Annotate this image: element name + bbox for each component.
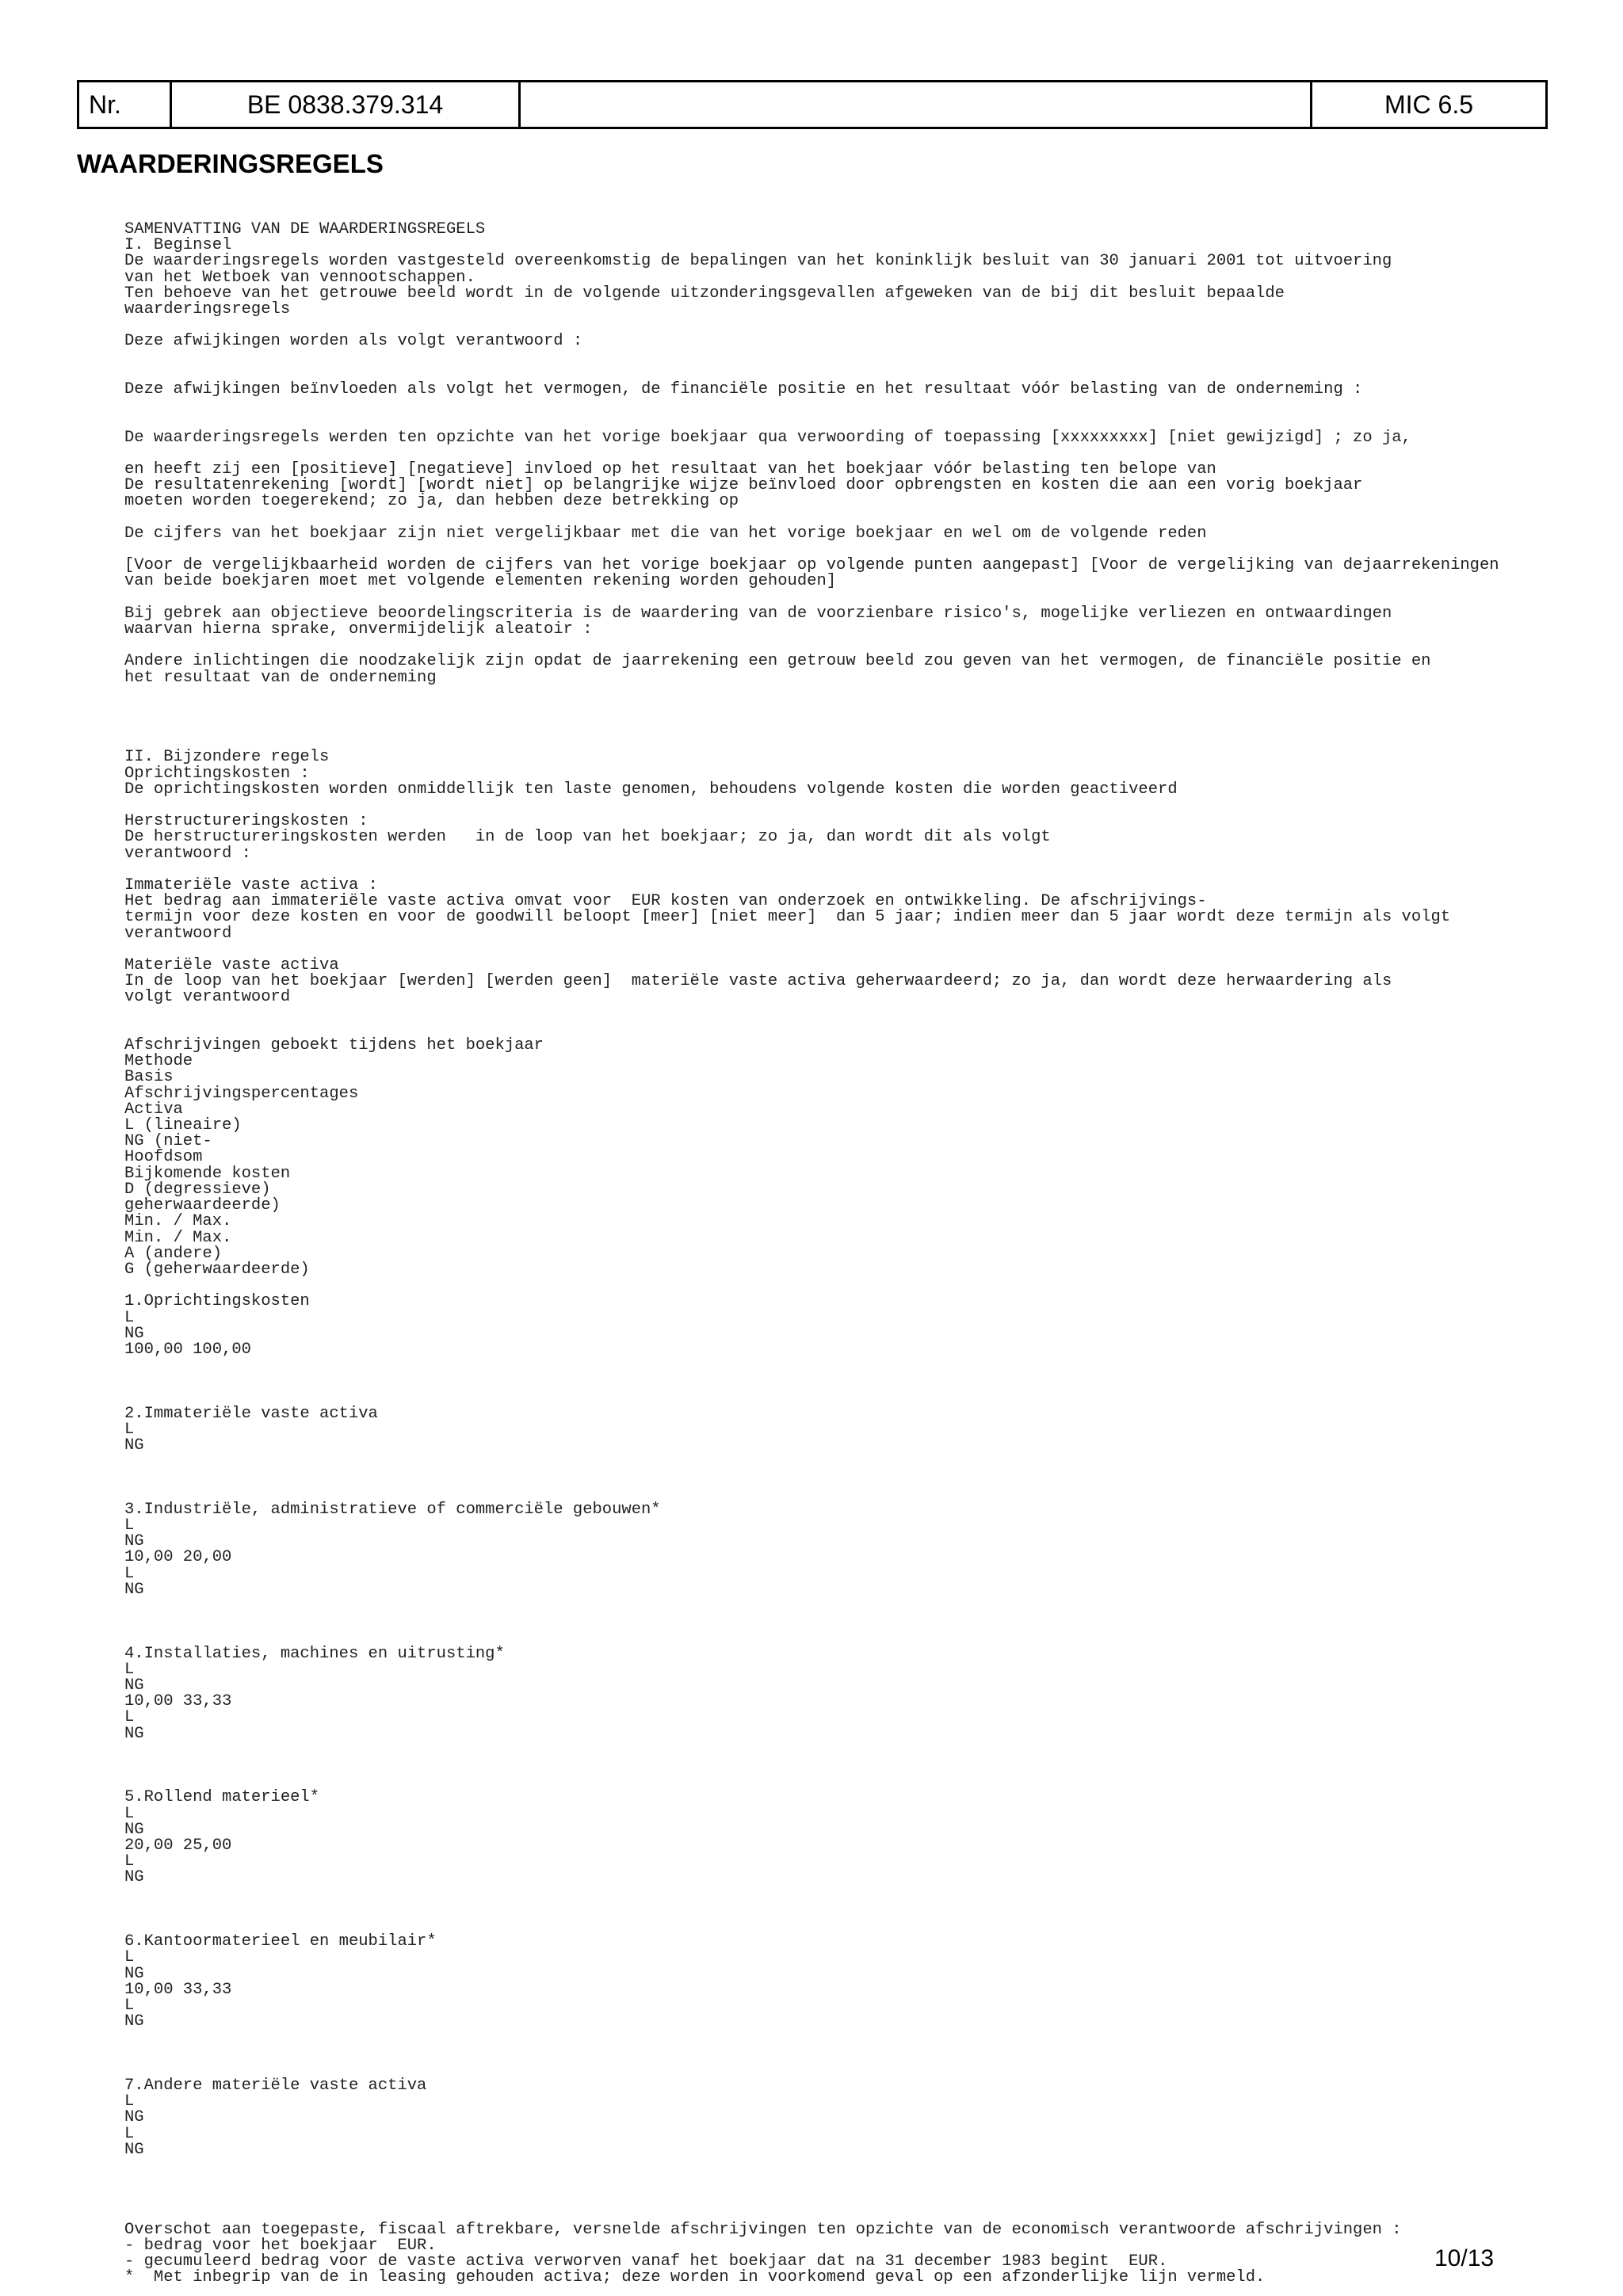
text-line: NG xyxy=(124,1324,144,1343)
text-line: L (lineaire) xyxy=(124,1116,242,1135)
text-line: L xyxy=(124,1420,135,1439)
text-line: Overschot aan toegepaste, fiscaal aftrekbare, versnelde afschrijvingen ten opzichte van de economisch verantwoorde afschrijvingen : xyxy=(124,2220,1402,2239)
nr-label: Nr. xyxy=(79,82,172,127)
text-line: termijn voor deze kosten en voor de goodwill beloopt [meer] [niet meer] dan 5 jaar; indien meer dan 5 jaar wordt deze termijn als volgt xyxy=(124,908,1451,927)
text-line: [Voor de vergelijkbaarheid worden de cijfers van het vorige boekjaar op volgende punten aangepast] [Voor de vergelijking van dejaarrekeningen xyxy=(124,556,1499,575)
text-line: van het Wetboek van vennootschappen. xyxy=(124,268,475,287)
text-line: - bedrag voor het boekjaar EUR. xyxy=(124,2236,437,2255)
text-line: SAMENVATTING VAN DE WAARDERINGSREGELS xyxy=(124,220,486,238)
text-line: De oprichtingskosten worden onmiddellijk ten laste genomen, behoudens volgende kosten die worden geactiveerd xyxy=(124,780,1178,799)
page-number: 10/13 xyxy=(1434,2245,1495,2271)
blank-line xyxy=(124,1918,1551,1934)
text-line: Afschrijvingen geboekt tijdens het boekjaar xyxy=(124,1036,544,1055)
text-line: NG xyxy=(124,1436,144,1455)
blank-line xyxy=(124,590,1551,606)
text-line: NG xyxy=(124,1532,144,1551)
text-line: De cijfers van het boekjaar zijn niet vergelijkbaar met die van het vorige boekjaar en wel om de volgende reden xyxy=(124,524,1207,543)
text-line: L xyxy=(124,1516,135,1535)
text-line: 100,00 100,00 xyxy=(124,1340,251,1359)
text-line: De herstructureringskosten werden in de loop van het boekjaar; zo ja, dan wordt dit als volgt xyxy=(124,828,1051,847)
text-line: Afschrijvingspercentages xyxy=(124,1084,359,1103)
text-line: L xyxy=(124,2124,135,2143)
text-line: 20,00 25,00 xyxy=(124,1836,232,1855)
text-line: 7.Andere materiële vaste activa xyxy=(124,2076,427,2095)
text-line: * Met inbegrip van de in leasing gehouden activa; deze worden in voorkomend geval op een afzonderlijke lijn vermeld. xyxy=(124,2268,1266,2287)
blank-line xyxy=(124,1774,1551,1790)
text-line: verantwoord : xyxy=(124,844,251,863)
blank-line xyxy=(124,2062,1551,2078)
document-body xyxy=(124,222,1551,2286)
text-line: verantwoord xyxy=(124,924,232,943)
text-line: NG xyxy=(124,1964,144,1983)
text-line: Min. / Max. xyxy=(124,1228,232,1247)
text-line: L xyxy=(124,1308,135,1327)
text-line: 10,00 33,33 xyxy=(124,1980,232,1999)
text-line: 10,00 33,33 xyxy=(124,1692,232,1711)
blank-line xyxy=(124,942,1551,958)
blank-line xyxy=(124,2158,1551,2174)
blank-line xyxy=(124,1742,1551,1758)
text-line: L xyxy=(124,1708,135,1727)
text-line: waarvan hierna sprake, onvermijdelijk aleatoir : xyxy=(124,620,593,639)
text-line: waarderingsregels xyxy=(124,300,291,319)
blank-line xyxy=(124,366,1551,382)
blank-line xyxy=(124,1758,1551,1774)
text-line: Het bedrag aan immateriële vaste activa omvat voor EUR kosten van onderzoek en ontwikkeling. De afschrijvings- xyxy=(124,892,1207,911)
text-line: - gecumuleerd bedrag voor de vaste activa verworven vanaf het boekjaar dat na 31 december 1983 begint EUR. xyxy=(124,2252,1168,2271)
text-line: G (geherwaardeerde) xyxy=(124,1260,310,1279)
text-line: NG xyxy=(124,1724,144,1743)
blank-line xyxy=(124,510,1551,526)
text-line: L xyxy=(124,1660,135,1679)
text-line: van beide boekjaren moet met volgende elementen rekening worden gehouden] xyxy=(124,572,837,591)
text-line: A (andere) xyxy=(124,1244,223,1263)
text-line: volgt verantwoord xyxy=(124,988,291,1007)
text-line: Immateriële vaste activa : xyxy=(124,876,378,895)
text-line: Hoofdsom xyxy=(124,1148,203,1167)
blank-line xyxy=(124,2174,1551,2190)
text-line: Min. / Max. xyxy=(124,1212,232,1231)
blank-line xyxy=(124,862,1551,878)
company-number: BE 0838.379.314 xyxy=(172,82,521,127)
text-line: 2.Immateriële vaste activa xyxy=(124,1404,378,1423)
blank-line xyxy=(124,2046,1551,2062)
text-line: NG (niet- xyxy=(124,1132,212,1151)
text-line: NG xyxy=(124,1580,144,1599)
blank-line xyxy=(124,798,1551,814)
blank-line xyxy=(124,718,1551,734)
text-line: en heeft zij een [positieve] [negatieve] invloed op het resultaat van het boekjaar vóór belasting ten belope van xyxy=(124,460,1216,479)
text-line: het resultaat van de onderneming xyxy=(124,668,437,687)
blank-line xyxy=(124,702,1551,718)
blank-line xyxy=(124,1486,1551,1502)
text-line: Herstructureringskosten : xyxy=(124,812,369,831)
blank-line xyxy=(124,1390,1551,1405)
text-line: 5.Rollend materieel* xyxy=(124,1788,320,1807)
blank-line xyxy=(124,1902,1551,1918)
text-line: NG xyxy=(124,2108,144,2127)
blank-line xyxy=(124,398,1551,414)
text-line: NG xyxy=(124,1676,144,1695)
text-line: 3.Industriële, administratieve of commerciële gebouwen* xyxy=(124,1500,661,1519)
blank-line xyxy=(124,542,1551,558)
blank-line xyxy=(124,446,1551,462)
blank-line xyxy=(124,1022,1551,1038)
text-line: De waarderingsregels werden ten opzichte van het vorige boekjaar qua verwoording of toepassing [xxxxxxxxx] [niet gewijzigd] ; zo ja, xyxy=(124,428,1411,447)
text-line: L xyxy=(124,2092,135,2111)
blank-line xyxy=(124,350,1551,366)
text-line: Deze afwijkingen worden als volgt verantwoord : xyxy=(124,332,583,351)
form-code: MIC 6.5 xyxy=(1384,90,1474,119)
text-line: L xyxy=(124,1948,135,1967)
blank-line xyxy=(124,1006,1551,1022)
blank-line xyxy=(124,2190,1551,2206)
text-line: De resultatenrekening [wordt] [wordt niet] op belangrijke wijze beïnvloed door opbrengsten en kosten die aan een vorig boekjaar xyxy=(124,476,1363,495)
text-line: Basis xyxy=(124,1068,174,1087)
blank-line xyxy=(124,734,1551,749)
text-line: L xyxy=(124,1997,135,2015)
blank-line xyxy=(124,638,1551,654)
text-line: NG xyxy=(124,1868,144,1887)
text-line: Bij gebrek aan objectieve beoordelingscriteria is de waardering van de voorzienbare risico's, mogelijke verliezen en ontwaardingen xyxy=(124,604,1392,623)
text-line: geherwaardeerde) xyxy=(124,1196,281,1215)
text-line: 1.Oprichtingskosten xyxy=(124,1292,310,1311)
text-line: L xyxy=(124,1564,135,1583)
text-line: 10,00 20,00 xyxy=(124,1548,232,1567)
blank-line xyxy=(124,2030,1551,2046)
blank-line xyxy=(124,2206,1551,2222)
text-line: II. Bijzondere regels xyxy=(124,748,330,767)
blank-line xyxy=(124,1630,1551,1646)
text-line: L xyxy=(124,1852,135,1871)
text-line: Materiële vaste activa xyxy=(124,956,339,975)
blank-line xyxy=(124,1454,1551,1470)
text-line: 6.Kantoormaterieel en meubilair* xyxy=(124,1932,437,1951)
header-spacer xyxy=(521,82,1312,127)
text-line: Deze afwijkingen beïnvloeden als volgt het vermogen, de financiële positie en het resultaat vóór belasting van de onderneming : xyxy=(124,379,1363,399)
blank-line xyxy=(124,318,1551,334)
blank-line xyxy=(124,1886,1551,1902)
text-line: De waarderingsregels worden vastgesteld overeenkomstig de bepalingen van het koninklijk besluit van 30 januari 2001 tot uitvoering xyxy=(124,252,1392,271)
text-line: Bijkomende kosten xyxy=(124,1164,291,1183)
text-line: Methode xyxy=(124,1052,193,1071)
blank-line xyxy=(124,1278,1551,1294)
blank-line xyxy=(124,1358,1551,1374)
blank-line xyxy=(124,414,1551,429)
blank-line xyxy=(124,686,1551,702)
text-line: I. Beginsel xyxy=(124,236,232,255)
text-line: 4.Installaties, machines en uitrusting* xyxy=(124,1644,505,1663)
form-header xyxy=(77,80,1548,129)
text-line: Activa xyxy=(124,1100,183,1119)
blank-line xyxy=(124,1374,1551,1390)
text-line: Ten behoeve van het getrouwe beeld wordt in de volgende uitzonderingsgevallen afgeweken van de bij dit besluit bepaalde xyxy=(124,284,1285,303)
text-line: L xyxy=(124,1804,135,1823)
blank-line xyxy=(124,1614,1551,1630)
text-line: NG xyxy=(124,1820,144,1839)
text-line: Oprichtingskosten : xyxy=(124,764,310,783)
blank-line xyxy=(124,1470,1551,1486)
page-title: WAARDERINGSREGELS xyxy=(77,149,384,178)
text-line: Andere inlichtingen die noodzakelijk zijn opdat de jaarrekening een getrouw beeld zou geven van het vermogen, de financiële positie en xyxy=(124,652,1431,671)
text-line: In de loop van het boekjaar [werden] [werden geen] materiële vaste activa geherwaardeerd; zo ja, dan wordt deze herwaardering als xyxy=(124,972,1392,991)
text-line: NG xyxy=(124,2012,144,2031)
text-line: D (degressieve) xyxy=(124,1180,271,1199)
text-line: NG xyxy=(124,2140,144,2159)
text-line: moeten worden toegerekend; zo ja, dan hebben deze betrekking op xyxy=(124,492,739,511)
blank-line xyxy=(124,1598,1551,1614)
